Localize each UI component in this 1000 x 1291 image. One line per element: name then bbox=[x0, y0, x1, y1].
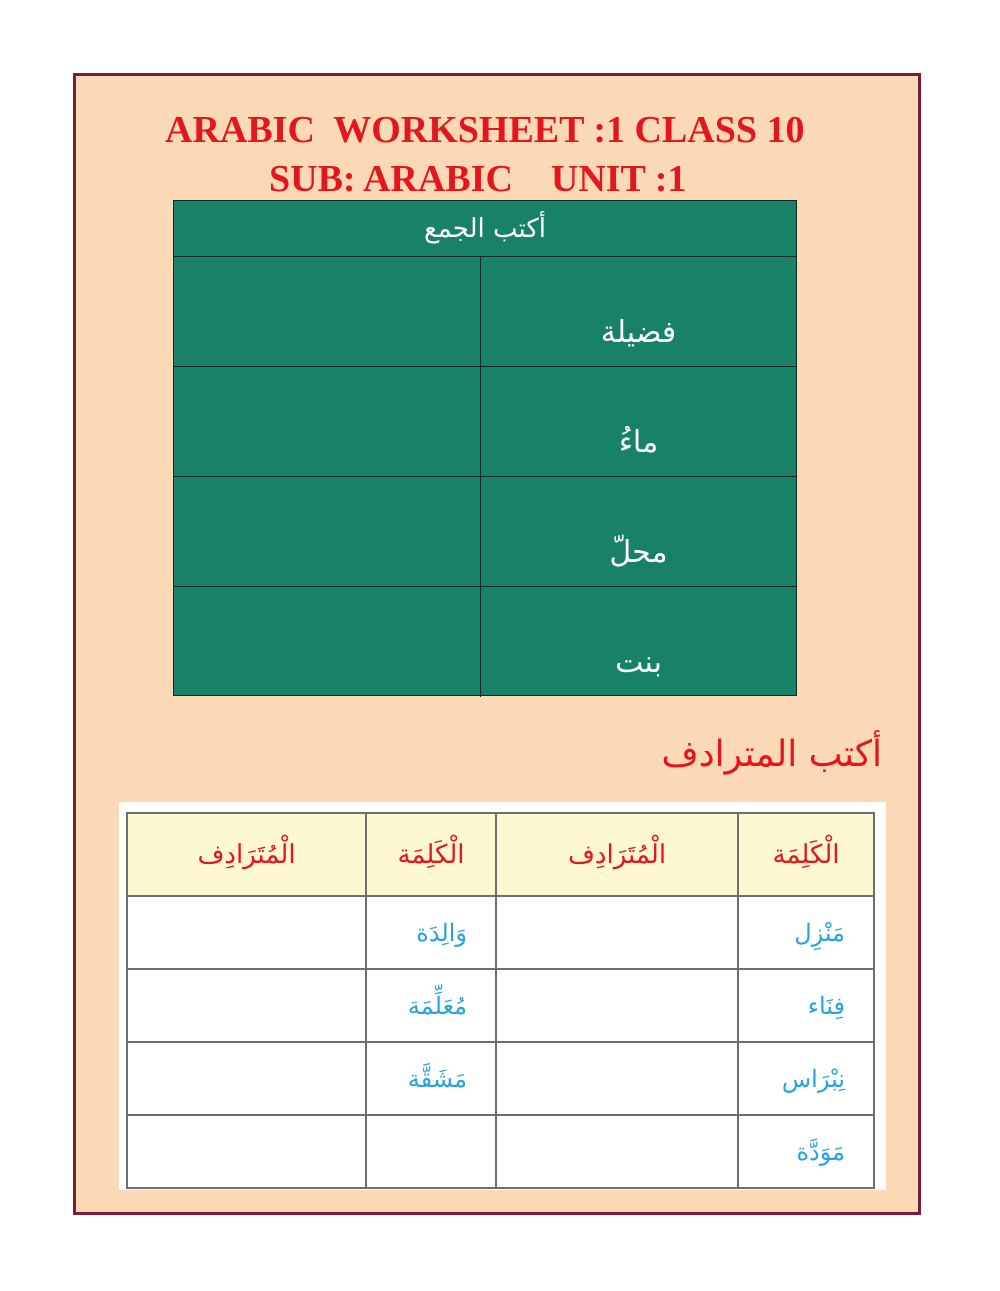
worksheet bbox=[73, 73, 921, 1215]
worksheet-subtitle: SUB: ARABIC UNIT :1 bbox=[269, 158, 687, 200]
synonym-word: مَوَدَّة bbox=[738, 1115, 874, 1188]
table-row bbox=[127, 896, 874, 969]
plural-row bbox=[174, 367, 796, 477]
synonym-answer-cell[interactable] bbox=[496, 1042, 738, 1115]
plural-word: محلّ bbox=[609, 535, 668, 570]
plural-table bbox=[173, 200, 797, 696]
synonym-answer-cell[interactable] bbox=[496, 1115, 738, 1188]
synonym-word: نِبْرَاس bbox=[738, 1042, 874, 1115]
plural-row bbox=[174, 587, 796, 697]
table-row bbox=[127, 969, 874, 1042]
plural-answer-cell[interactable] bbox=[174, 477, 481, 586]
plural-word: بنت bbox=[615, 645, 662, 680]
column-header-word: الْكَلِمَة bbox=[366, 813, 496, 896]
synonym-table bbox=[126, 812, 875, 1189]
column-header-synonym: الْمُتَرَادِف bbox=[127, 813, 366, 896]
table-row bbox=[127, 1115, 874, 1188]
plural-answer-cell[interactable] bbox=[174, 367, 481, 476]
synonym-word: فِنَاء bbox=[738, 969, 874, 1042]
worksheet-title: ARABIC WORKSHEET :1 CLASS 10 bbox=[165, 109, 805, 151]
plural-answer-cell[interactable] bbox=[174, 257, 481, 366]
synonym-answer-cell[interactable] bbox=[127, 1115, 366, 1188]
synonym-word: وَالِدَة bbox=[366, 896, 496, 969]
synonym-word: مَشَقَّة bbox=[366, 1042, 496, 1115]
plural-table-header: أكتب الجمع bbox=[174, 201, 796, 257]
synonym-table-frame bbox=[119, 802, 886, 1190]
synonym-word bbox=[366, 1115, 496, 1188]
synonym-heading: أكتب المترادف bbox=[661, 734, 882, 775]
synonym-word: مُعَلِّمَة bbox=[366, 969, 496, 1042]
synonym-answer-cell[interactable] bbox=[496, 969, 738, 1042]
table-row bbox=[127, 1042, 874, 1115]
plural-word: ماءُ bbox=[618, 425, 659, 460]
synonym-answer-cell[interactable] bbox=[127, 1042, 366, 1115]
synonym-header-row bbox=[127, 813, 874, 896]
synonym-answer-cell[interactable] bbox=[127, 969, 366, 1042]
column-header-synonym: الْمُتَرَادِف bbox=[496, 813, 738, 896]
synonym-word: مَنْزِل bbox=[738, 896, 874, 969]
column-header-word: الْكَلِمَة bbox=[738, 813, 874, 896]
plural-row bbox=[174, 477, 796, 587]
synonym-answer-cell[interactable] bbox=[127, 896, 366, 969]
plural-word: فضيلة bbox=[600, 315, 677, 350]
synonym-answer-cell[interactable] bbox=[496, 896, 738, 969]
plural-row bbox=[174, 257, 796, 367]
plural-answer-cell[interactable] bbox=[174, 587, 481, 697]
